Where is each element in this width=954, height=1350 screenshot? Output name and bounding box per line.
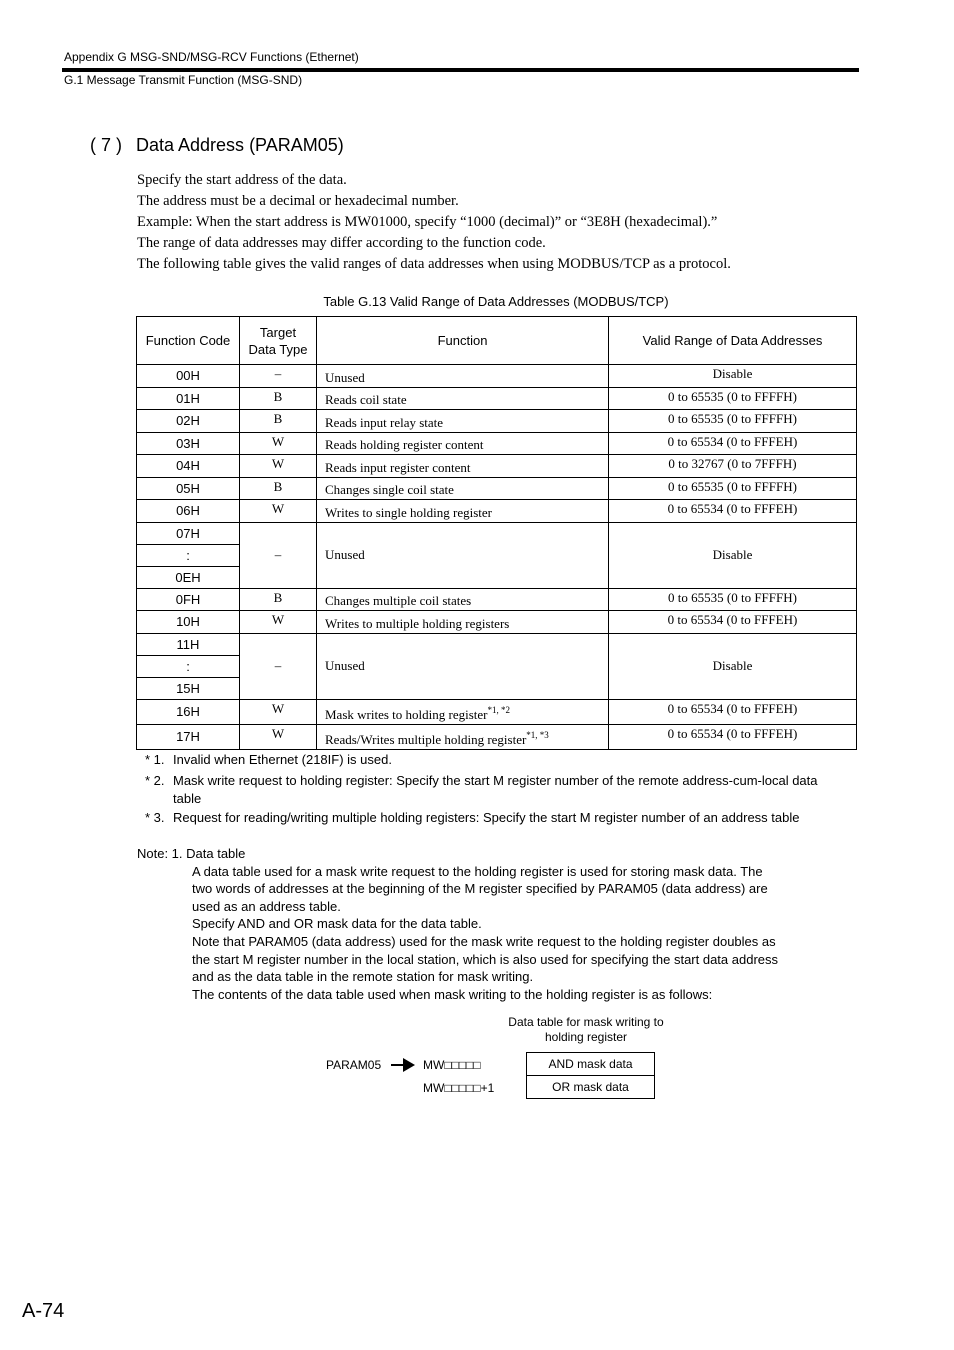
cell-function: Reads input register content bbox=[317, 455, 609, 478]
cell-type: B bbox=[240, 410, 317, 433]
cell-code: 0FH bbox=[137, 588, 240, 611]
cell-range: 0 to 65534 (0 to FFFEH) bbox=[609, 432, 857, 455]
note-label: Note: 1. Data table bbox=[137, 846, 246, 861]
paragraph: The range of data addresses may differ according to the function code. bbox=[137, 235, 546, 251]
address-range-table bbox=[136, 316, 857, 750]
header-function-code: Function Code bbox=[137, 317, 240, 365]
table-row bbox=[137, 500, 857, 523]
table-row bbox=[137, 611, 857, 634]
table-header-row bbox=[137, 317, 857, 365]
cell-type: – bbox=[240, 365, 317, 388]
header-type-line2: Data Type bbox=[248, 341, 308, 357]
cell-type: B bbox=[240, 477, 317, 500]
table-row bbox=[137, 588, 857, 611]
diagram-title-line1: Data table for mask writing to bbox=[508, 1015, 664, 1029]
cell-function: Unused bbox=[317, 633, 609, 699]
note-line: and as the data table in the remote station for mask writing. bbox=[192, 969, 534, 985]
cell-type: W bbox=[240, 500, 317, 523]
diagram-title bbox=[486, 1015, 686, 1045]
cell-function: Writes to multiple holding registers bbox=[317, 611, 609, 634]
cell-type: W bbox=[240, 724, 317, 749]
section-title: Data Address (PARAM05) bbox=[136, 135, 344, 155]
cell-range: 0 to 65534 (0 to FFFEH) bbox=[609, 500, 857, 523]
note-line: Note that PARAM05 (data address) used for the mask write request to the holding register doubles as bbox=[192, 933, 776, 949]
cell-range: 0 to 65535 (0 to FFFFH) bbox=[609, 387, 857, 410]
cell-type: B bbox=[240, 387, 317, 410]
cell-code: 0EH bbox=[137, 566, 240, 588]
note-line: A data table used for a mask write request to the holding register is used for storing mask data. The bbox=[192, 863, 763, 879]
cell-code: 11H bbox=[137, 633, 240, 655]
cell-code: 04H bbox=[137, 455, 240, 478]
cell-range: Disable bbox=[609, 522, 857, 588]
cell-range: 0 to 65534 (0 to FFFEH) bbox=[609, 724, 857, 749]
paragraph: The address must be a decimal or hexadecimal number. bbox=[137, 193, 459, 209]
cell-type: – bbox=[240, 633, 317, 699]
address-label-2: MW□□□□□+1 bbox=[423, 1081, 495, 1095]
address-label-1: MW□□□□□ bbox=[423, 1058, 481, 1072]
footnote-text-cont: table bbox=[173, 791, 202, 806]
cell-function: Reads coil state bbox=[317, 387, 609, 410]
header-rule bbox=[62, 68, 859, 72]
table-row bbox=[137, 477, 857, 500]
table-row bbox=[137, 633, 857, 655]
cell-type: W bbox=[240, 455, 317, 478]
table-row bbox=[137, 699, 857, 724]
cell-range: 0 to 65534 (0 to FFFEH) bbox=[609, 611, 857, 634]
cell-code: 10H bbox=[137, 611, 240, 634]
cell-function: Unused bbox=[317, 522, 609, 588]
footnote-1 bbox=[145, 751, 392, 769]
cell-range: 0 to 65534 (0 to FFFEH) bbox=[609, 699, 857, 724]
note-line: The contents of the data table used when mask writing to the holding register is as follows: bbox=[192, 986, 713, 1002]
cell-range: Disable bbox=[609, 633, 857, 699]
note-block bbox=[137, 845, 778, 1003]
note-line: two words of addresses at the beginning of the M register specified by PARAM05 (data address) are bbox=[192, 881, 768, 897]
header-function: Function bbox=[317, 317, 609, 365]
footnote-ref: *1, *2 bbox=[487, 704, 510, 715]
table-caption: Table G.13 Valid Range of Data Addresses (MODBUS/TCP) bbox=[323, 294, 669, 309]
function-text: Reads/Writes multiple holding register bbox=[325, 731, 527, 747]
running-header-appendix: Appendix G MSG-SND/MSG-RCV Functions (Ethernet) bbox=[64, 50, 359, 64]
cell-function: Reads holding register content bbox=[317, 432, 609, 455]
cell-code: 03H bbox=[137, 432, 240, 455]
table-row bbox=[137, 432, 857, 455]
or-mask-cell: OR mask data bbox=[526, 1075, 655, 1099]
header-type-line1: Target bbox=[259, 324, 297, 340]
cell-code: 17H bbox=[137, 724, 240, 749]
cell-range: 0 to 65535 (0 to FFFFH) bbox=[609, 588, 857, 611]
note-line: Specify AND and OR mask data for the data table. bbox=[192, 916, 482, 932]
cell-function: Changes single coil state bbox=[317, 477, 609, 500]
cell-function: Unused bbox=[317, 365, 609, 388]
header-valid-range: Valid Range of Data Addresses bbox=[609, 317, 857, 365]
cell-code: 02H bbox=[137, 410, 240, 433]
table-row bbox=[137, 387, 857, 410]
arrow-right-icon bbox=[403, 1058, 415, 1072]
cell-code: 01H bbox=[137, 387, 240, 410]
cell-code: : bbox=[137, 655, 240, 677]
cell-function bbox=[317, 699, 609, 724]
cell-type: B bbox=[240, 588, 317, 611]
footnote-mark: * 1. bbox=[145, 752, 165, 767]
cell-range: 0 to 32767 (0 to 7FFFH) bbox=[609, 455, 857, 478]
footnote-3 bbox=[145, 809, 799, 827]
cell-code: 15H bbox=[137, 677, 240, 699]
table-row bbox=[137, 724, 857, 749]
footnote-text: Invalid when Ethernet (218IF) is used. bbox=[173, 752, 392, 767]
paragraph: The following table gives the valid ranges of data addresses when using MODBUS/TCP as a protocol. bbox=[137, 256, 731, 272]
cell-range: Disable bbox=[609, 365, 857, 388]
running-header-section: G.1 Message Transmit Function (MSG-SND) bbox=[64, 73, 303, 87]
note-line: used as an address table. bbox=[192, 898, 341, 914]
cell-type: W bbox=[240, 611, 317, 634]
table-row bbox=[137, 455, 857, 478]
cell-code: 05H bbox=[137, 477, 240, 500]
paragraph: Specify the start address of the data. bbox=[137, 172, 347, 188]
section-heading bbox=[90, 135, 344, 156]
cell-type: – bbox=[240, 522, 317, 588]
cell-code: : bbox=[137, 544, 240, 566]
function-text: Mask writes to holding register bbox=[325, 706, 488, 722]
page-number: A-74 bbox=[22, 1300, 65, 1322]
note-line: the start M register number in the local station, which is also used for specifying the start data address bbox=[192, 951, 779, 967]
cell-type: W bbox=[240, 432, 317, 455]
cell-range: 0 to 65535 (0 to FFFFH) bbox=[609, 410, 857, 433]
cell-function: Changes multiple coil states bbox=[317, 588, 609, 611]
paragraph: Example: When the start address is MW01000, specify “1000 (decimal)” or “3E8H (hexadecimal).” bbox=[137, 214, 718, 230]
param-label: PARAM05 bbox=[326, 1058, 382, 1072]
cell-function bbox=[317, 724, 609, 749]
cell-code: 07H bbox=[137, 522, 240, 544]
section-number: ( 7 ) bbox=[90, 135, 123, 155]
cell-range: 0 to 65535 (0 to FFFFH) bbox=[609, 477, 857, 500]
footnote-mark: * 2. bbox=[145, 773, 165, 788]
footnote-text: Request for reading/writing multiple holding registers: Specify the start M register number of an address table bbox=[173, 810, 800, 825]
table-row bbox=[137, 410, 857, 433]
cell-type: W bbox=[240, 699, 317, 724]
and-mask-cell: AND mask data bbox=[526, 1052, 655, 1076]
header-target-data-type bbox=[240, 317, 317, 365]
footnote-ref: *1, *3 bbox=[526, 729, 549, 740]
footnote-text: Mask write request to holding register: Specify the start M register number of the remote address-cum-local data bbox=[173, 773, 818, 788]
cell-code: 16H bbox=[137, 699, 240, 724]
table-row bbox=[137, 522, 857, 544]
cell-code: 00H bbox=[137, 365, 240, 388]
diagram-title-line2: holding register bbox=[544, 1030, 628, 1044]
footnote-mark: * 3. bbox=[145, 810, 165, 825]
table-row bbox=[137, 365, 857, 388]
cell-function: Reads input relay state bbox=[317, 410, 609, 433]
cell-code: 06H bbox=[137, 500, 240, 523]
cell-function: Writes to single holding register bbox=[317, 500, 609, 523]
footnote-2 bbox=[145, 772, 818, 808]
body-paragraphs bbox=[137, 170, 731, 275]
